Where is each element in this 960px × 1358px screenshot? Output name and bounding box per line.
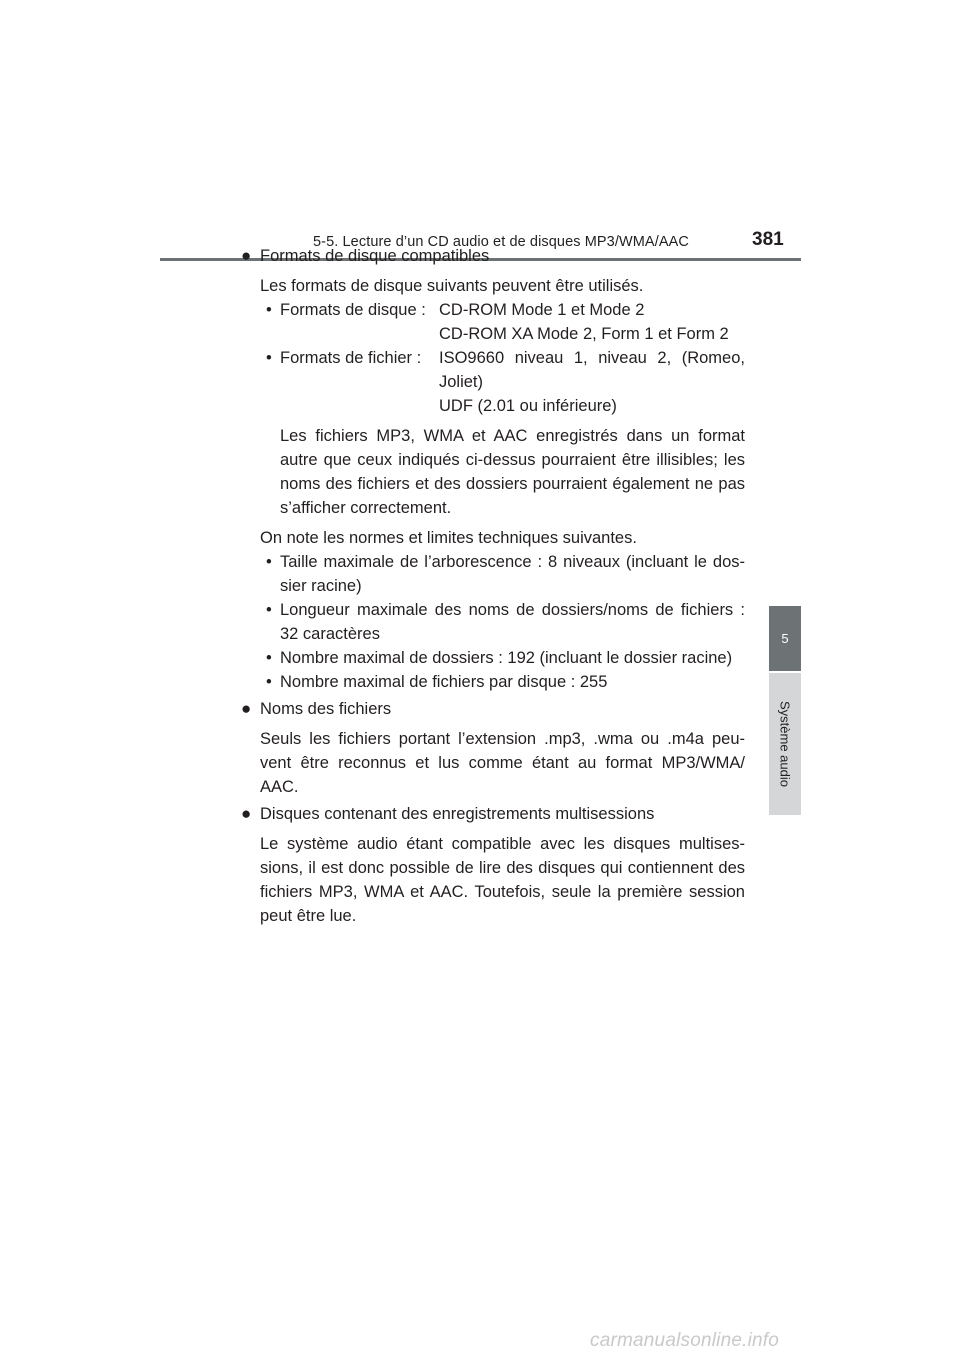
list-item: • Nombre maximal de fichiers par disque : 255 <box>266 670 745 694</box>
bullet-dot-icon: ● <box>241 699 252 718</box>
spec-row-disc <box>266 298 745 346</box>
limits-intro: On note les normes et limites techniques suivantes. <box>260 529 637 547</box>
header-section-title: 5-5. Lecture d’un CD audio et de disques MP3/WMA/AAC <box>313 234 689 250</box>
spec-label: Formats de disque : <box>280 301 426 319</box>
list-marker: • <box>266 553 272 571</box>
page-number: 381 <box>752 229 784 250</box>
formats-note: Les fichiers MP3, WMA et AAC enregistrés dans un format autre que ceux indiqués ci-dessus pourraient être illisibles; les noms des fichiers et des dossiers pourraient également ne pas s’afficher correctement. <box>280 427 745 517</box>
spec-value: CD-ROM Mode 1 et Mode 2 <box>439 301 645 319</box>
list-marker: • <box>266 601 272 619</box>
spec-value: ISO9660 niveau 1, niveau 2, (Romeo, Joliet) <box>439 349 745 391</box>
spec-row-file <box>266 346 745 418</box>
names-text: Seuls les fichiers portant l’extension .mp3, .wma ou .m4a peu-vent être reconnus et lus comme étant au format MP3/WMA/ AAC. <box>260 730 745 796</box>
bullet-dot-icon: ● <box>241 804 252 823</box>
formats-intro: Les formats de disque suivants peuvent être utilisés. <box>260 277 644 295</box>
spec-value: CD-ROM XA Mode 2, Form 1 et Form 2 <box>439 325 729 343</box>
chapter-tab <box>769 606 801 671</box>
list-item: • Longueur maximale des noms de dossiers/noms de fichiers : 32 caractères <box>266 598 745 646</box>
content <box>242 244 745 928</box>
bullet-heading-formats: ● Formats de disque compatibles <box>242 244 745 268</box>
multisession-text: Le système audio étant compatible avec les disques multises-sions, il est donc possible de lire des disques qui contiennent des fichiers MP3, WMA et AAC. Toutefois, seule la première session peut être lue. <box>260 835 745 925</box>
watermark: carmanualsonline.info <box>590 1330 780 1351</box>
list-marker: • <box>266 301 272 319</box>
spec-label: Formats de fichier : <box>280 349 422 367</box>
list-item: • Nombre maximal de dossiers : 192 (incluant le dossier racine) <box>266 646 745 670</box>
spec-value: UDF (2.01 ou inférieure) <box>439 397 617 415</box>
chapter-number: 5 <box>781 631 789 646</box>
bullet-dot-icon: ● <box>241 246 252 265</box>
bullet-heading-names: ● Noms des fichiers <box>242 697 745 721</box>
chapter-label: Système audio <box>777 701 793 787</box>
list-item: • Taille maximale de l’arborescence : 8 niveaux (incluant le dos-sier racine) <box>266 550 745 598</box>
list-marker: • <box>266 649 272 667</box>
list-marker: • <box>266 349 272 367</box>
list-marker: • <box>266 673 272 691</box>
bullet-heading-multisession: ● Disques contenant des enregistrements multisessions <box>242 802 745 826</box>
